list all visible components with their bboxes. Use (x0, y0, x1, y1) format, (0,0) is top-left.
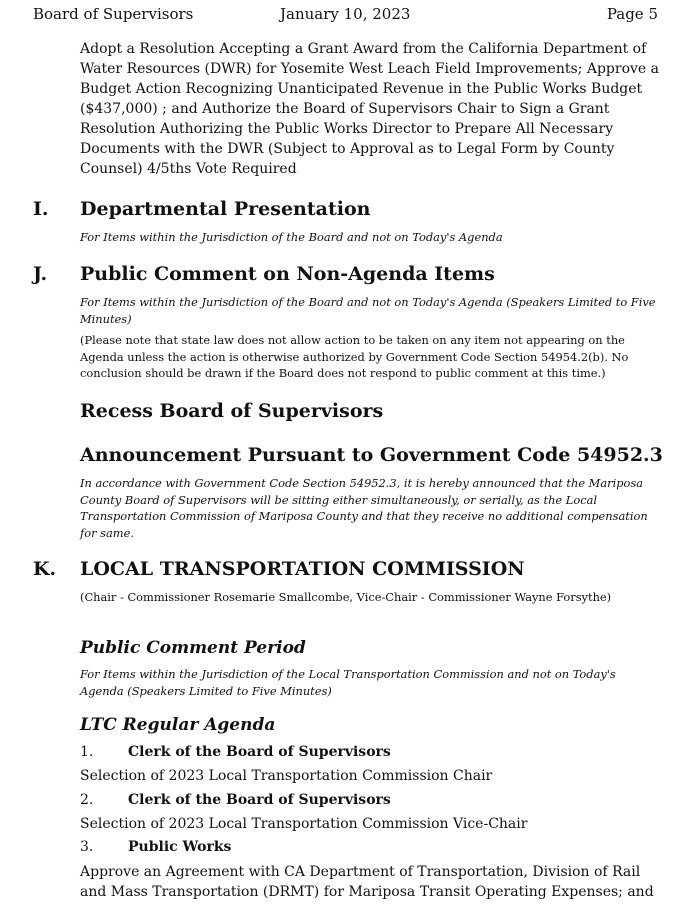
public-comment-note: For Items within the Jurisdiction of the Local Transportation Commission and not on Today's Agenda (Speakers Limited to Five Minutes) (80, 667, 616, 698)
section-k-chairs: (Chair - Commissioner Rosemarie Smallcombe, Vice-Chair - Commissioner Wayne Forsythe) (80, 590, 612, 604)
agenda-item-title: Clerk of the Board of Supervisors (128, 792, 391, 808)
header-page-number: Page 5 (606, 5, 658, 23)
agenda-item-number: 1. (80, 744, 94, 760)
section-j-disclaimer: (Please note that state law does not allow action to be taken on any item not appearing on the Agenda unless the action is otherwise authorized by Government Code Section 54954.2(b). No conclusion should be drawn if the Board does not respond to public comment at this time.) (80, 333, 629, 380)
agenda-item-number: 3. (80, 839, 94, 855)
agenda-item (80, 837, 660, 857)
ltc-regular-agenda-heading: LTC Regular Agenda (80, 715, 276, 735)
header-board-name: Board of Supervisors (33, 5, 194, 23)
agenda-item-title: Public Works (128, 839, 232, 855)
section-j-note: For Items within the Jurisdiction of the Board and not on Today's Agenda (Speakers Limited to Five Minutes) (80, 295, 656, 326)
public-comment-heading: Public Comment Period (80, 638, 306, 658)
agenda-item-number: 2. (80, 792, 94, 808)
page-header (33, 4, 658, 24)
agenda-item-description: Approve an Agreement with CA Department of Transportation, Division of Rail and Mass Transportation (DRMT) for Mariposa Transit Operating Expenses; and (80, 864, 654, 900)
section-j-letter: J. (33, 263, 48, 285)
agenda-item-description: Selection of 2023 Local Transportation Commission Vice-Chair (80, 816, 528, 832)
section-i-title: Departmental Presentation (80, 198, 371, 220)
section-j-title: Public Comment on Non-Agenda Items (80, 263, 495, 285)
section-i-note: For Items within the Jurisdiction of the Board and not on Today's Agenda (80, 230, 503, 244)
section-k-letter: K. (33, 558, 57, 580)
announcement-heading: Announcement Pursuant to Government Code 54952.3 (80, 444, 663, 466)
header-date: January 10, 2023 (280, 5, 411, 23)
announcement-text: In accordance with Government Code Section 54952.3, it is hereby announced that the Mariposa County Board of Supervisors will be sitting either simultaneously, or serially, as the Local Transportation Commission of Mariposa County and that they receive no additional compensation for same. (80, 476, 648, 540)
recess-heading: Recess Board of Supervisors (80, 400, 384, 422)
agenda-item (80, 742, 660, 762)
agenda-item-title: Clerk of the Board of Supervisors (128, 744, 391, 760)
section-k-title: LOCAL TRANSPORTATION COMMISSION (80, 558, 525, 580)
section-i-letter: I. (33, 198, 49, 220)
intro-paragraph: Adopt a Resolution Accepting a Grant Award from the California Department of Water Resources (DWR) for Yosemite West Leach Field Improvements; Approve a Budget Action Recognizing Unanticipated Revenue in the Public Works Budget ($437,000) ; and Authorize the Board of Supervisors Chair to Sign a Grant Resolution Authorizing the Public Works Director to Prepare All Necessary Documents with the DWR (Subject to Approval as to Legal Form by County Counsel) 4/5ths Vote Required (80, 41, 659, 177)
agenda-item-description: Selection of 2023 Local Transportation Commission Chair (80, 768, 493, 784)
agenda-item (80, 790, 660, 810)
